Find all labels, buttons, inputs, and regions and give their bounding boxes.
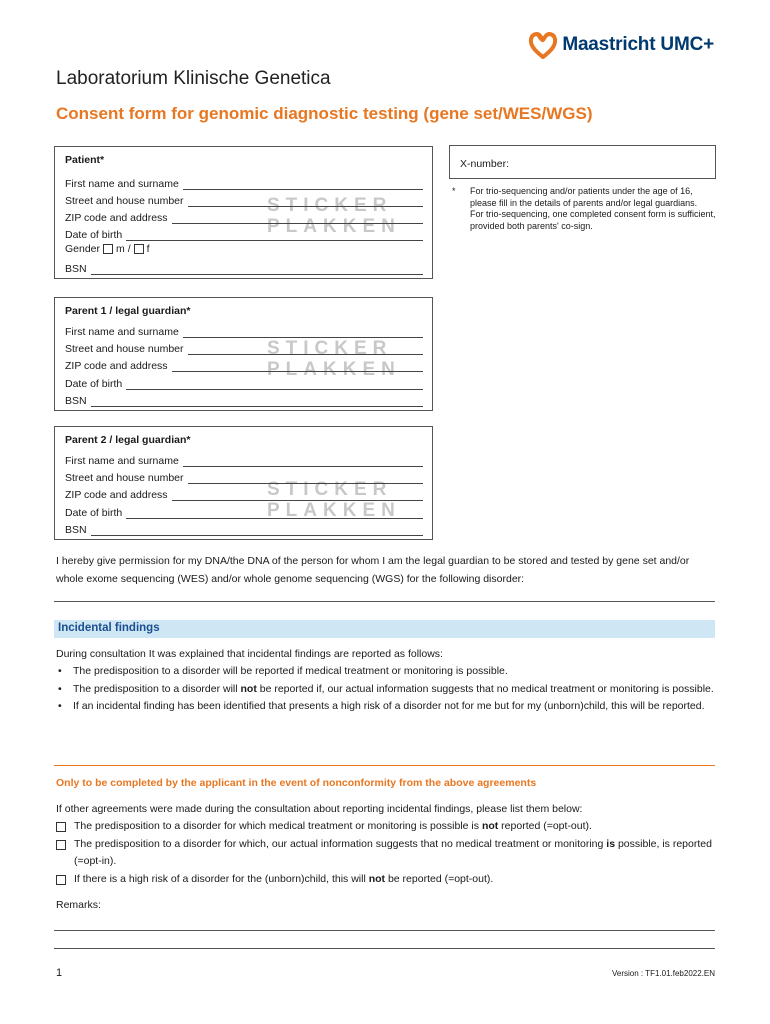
option-bold: not xyxy=(481,820,499,832)
field-label: BSN xyxy=(65,263,87,275)
nonconformity-heading: Only to be completed by the applicant in the event of nonconformity from the above agreements xyxy=(56,777,537,789)
parent2-dob-field[interactable] xyxy=(65,503,423,519)
field-label: BSN xyxy=(65,395,87,407)
bullet-text: be reported if, our actual information suggests that no medical treatment or monitoring is possible. xyxy=(256,682,714,695)
page-number: 1 xyxy=(56,967,63,979)
bullet-dot: • xyxy=(58,665,62,677)
parent2-zip-field[interactable] xyxy=(65,485,423,501)
parent1-box xyxy=(54,297,433,411)
field-label: Date of birth xyxy=(65,229,123,241)
field-label: ZIP code and address xyxy=(65,360,168,372)
note-line2: For trio-sequencing, one completed consent form is sufficient, provided both parents' co-sign. xyxy=(470,209,716,231)
parent2-street-field[interactable] xyxy=(65,468,423,484)
gender-f-label: f xyxy=(146,243,150,255)
incidental-intro: During consultation It was explained that incidental findings are reported as follows: xyxy=(56,648,443,660)
nonconformity-options xyxy=(56,818,716,888)
bullet-dot: • xyxy=(58,700,62,712)
field-label: BSN xyxy=(65,524,87,536)
remarks-line-1[interactable] xyxy=(54,930,715,931)
trio-note xyxy=(452,186,717,232)
patient-gender xyxy=(65,243,150,255)
orange-divider xyxy=(54,765,715,766)
document-title: Consent form for genomic diagnostic testing (gene set/WES/WGS) xyxy=(56,104,593,123)
x-number-box[interactable] xyxy=(449,145,716,179)
field-label: ZIP code and address xyxy=(65,212,168,224)
field-label: Date of birth xyxy=(65,378,123,390)
lab-title: Laboratorium Klinische Genetica xyxy=(56,68,331,89)
parent2-name-field[interactable] xyxy=(65,451,423,467)
list-item xyxy=(56,663,716,681)
option-text: If there is a high risk of a disorder for the (unborn)child, this will xyxy=(74,872,369,885)
brand-name: Maastricht UMC+ xyxy=(562,34,714,55)
patient-name-field[interactable] xyxy=(65,174,423,190)
bullet-text: If an incidental finding has been identified that presents a high risk of a disorder not for me but for my (unborn)child, this will be reported. xyxy=(73,700,705,712)
patient-street-field[interactable] xyxy=(65,191,423,207)
incidental-findings-band xyxy=(54,620,715,638)
opt-in-untreatable-option[interactable] xyxy=(56,836,716,871)
incidental-heading: Incidental findings xyxy=(58,622,160,634)
gender-m-label: m / xyxy=(116,243,131,255)
patient-dob-field[interactable] xyxy=(65,225,423,241)
parent2-title: Parent 2 / legal guardian* xyxy=(65,434,191,446)
checkbox[interactable] xyxy=(56,840,66,850)
remarks-line-2[interactable] xyxy=(54,948,715,949)
patient-title: Patient* xyxy=(65,154,105,166)
option-bold: is xyxy=(606,837,616,850)
field-label: ZIP code and address xyxy=(65,489,168,501)
sticker-line1: STICKER xyxy=(267,195,393,216)
parent2-bsn-field[interactable] xyxy=(65,520,423,536)
field-label: First name and surname xyxy=(65,326,179,338)
parent2-box xyxy=(54,426,433,540)
gender-m-checkbox[interactable] xyxy=(103,244,113,254)
bullet-dot: • xyxy=(58,682,62,695)
list-item xyxy=(56,698,716,716)
option-bold: not xyxy=(368,872,386,885)
patient-bsn-field[interactable] xyxy=(65,259,423,275)
version-label: Version : TF1.01.feb2022.EN xyxy=(611,969,715,978)
field-label: First name and surname xyxy=(65,178,179,190)
sticker-line2: PLAKKEN xyxy=(267,500,401,521)
bullet-text: The predisposition to a disorder will xyxy=(73,682,241,695)
heart-logo-icon xyxy=(528,30,558,60)
parent1-street-field[interactable] xyxy=(65,339,423,355)
field-label: Date of birth xyxy=(65,507,123,519)
maastricht-umc-logo xyxy=(528,30,714,60)
field-label: First name and surname xyxy=(65,455,179,467)
option-text: The predisposition to a disorder for which, our actual information suggests that no medical treatment or monitoring xyxy=(74,837,607,850)
list-item xyxy=(56,681,716,699)
parent1-zip-field[interactable] xyxy=(65,356,423,372)
option-text: possible, is reported (=opt-in). xyxy=(74,837,712,867)
option-text: reported (=opt-out). xyxy=(498,820,592,832)
parent1-dob-field[interactable] xyxy=(65,374,423,390)
field-label: Street and house number xyxy=(65,195,184,207)
field-label: Street and house number xyxy=(65,343,184,355)
sticker-line2: PLAKKEN xyxy=(267,359,401,380)
x-number-label: X-number: xyxy=(460,158,510,170)
bullet-text: The predisposition to a disorder will be reported if medical treatment or monitoring is possible. xyxy=(73,665,508,677)
checkbox[interactable] xyxy=(56,822,66,832)
field-label: Street and house number xyxy=(65,472,184,484)
incidental-bullets xyxy=(56,663,716,716)
nonconformity-intro: If other agreements were made during the consultation about reporting incidental findings, please list them below: xyxy=(56,803,583,815)
note-line1: For trio-sequencing and/or patients under the age of 16, please fill in the details of parents and/or legal guardians. xyxy=(470,186,698,208)
parent1-name-field[interactable] xyxy=(65,322,423,338)
gender-label: Gender xyxy=(65,243,101,255)
option-text: The predisposition to a disorder for which medical treatment or monitoring is possible is xyxy=(74,820,482,832)
opt-out-treatable-option[interactable] xyxy=(56,818,716,836)
checkbox[interactable] xyxy=(56,875,66,885)
remarks-label: Remarks: xyxy=(56,899,101,911)
sticker-line1: STICKER xyxy=(267,338,393,359)
sticker-line1: STICKER xyxy=(267,479,393,500)
parent1-title: Parent 1 / legal guardian* xyxy=(65,305,191,317)
parent1-bsn-field[interactable] xyxy=(65,391,423,407)
patient-zip-field[interactable] xyxy=(65,208,423,224)
disorder-input-line[interactable] xyxy=(54,601,715,602)
bullet-bold: not xyxy=(240,682,257,695)
opt-out-child-option[interactable] xyxy=(56,871,716,889)
note-star: * xyxy=(452,186,456,196)
gender-f-checkbox[interactable] xyxy=(134,244,144,254)
permission-text: I hereby give permission for my DNA/the DNA of the person for whom I am the legal guardian to be stored and tested by gene set and/or whole exome sequencing (WES) and/or whole genome sequencing (WGS) for the following disorder: xyxy=(56,555,690,585)
sticker-line2: PLAKKEN xyxy=(267,216,401,237)
option-text: be reported (=opt-out). xyxy=(385,872,494,885)
patient-box xyxy=(54,146,433,279)
